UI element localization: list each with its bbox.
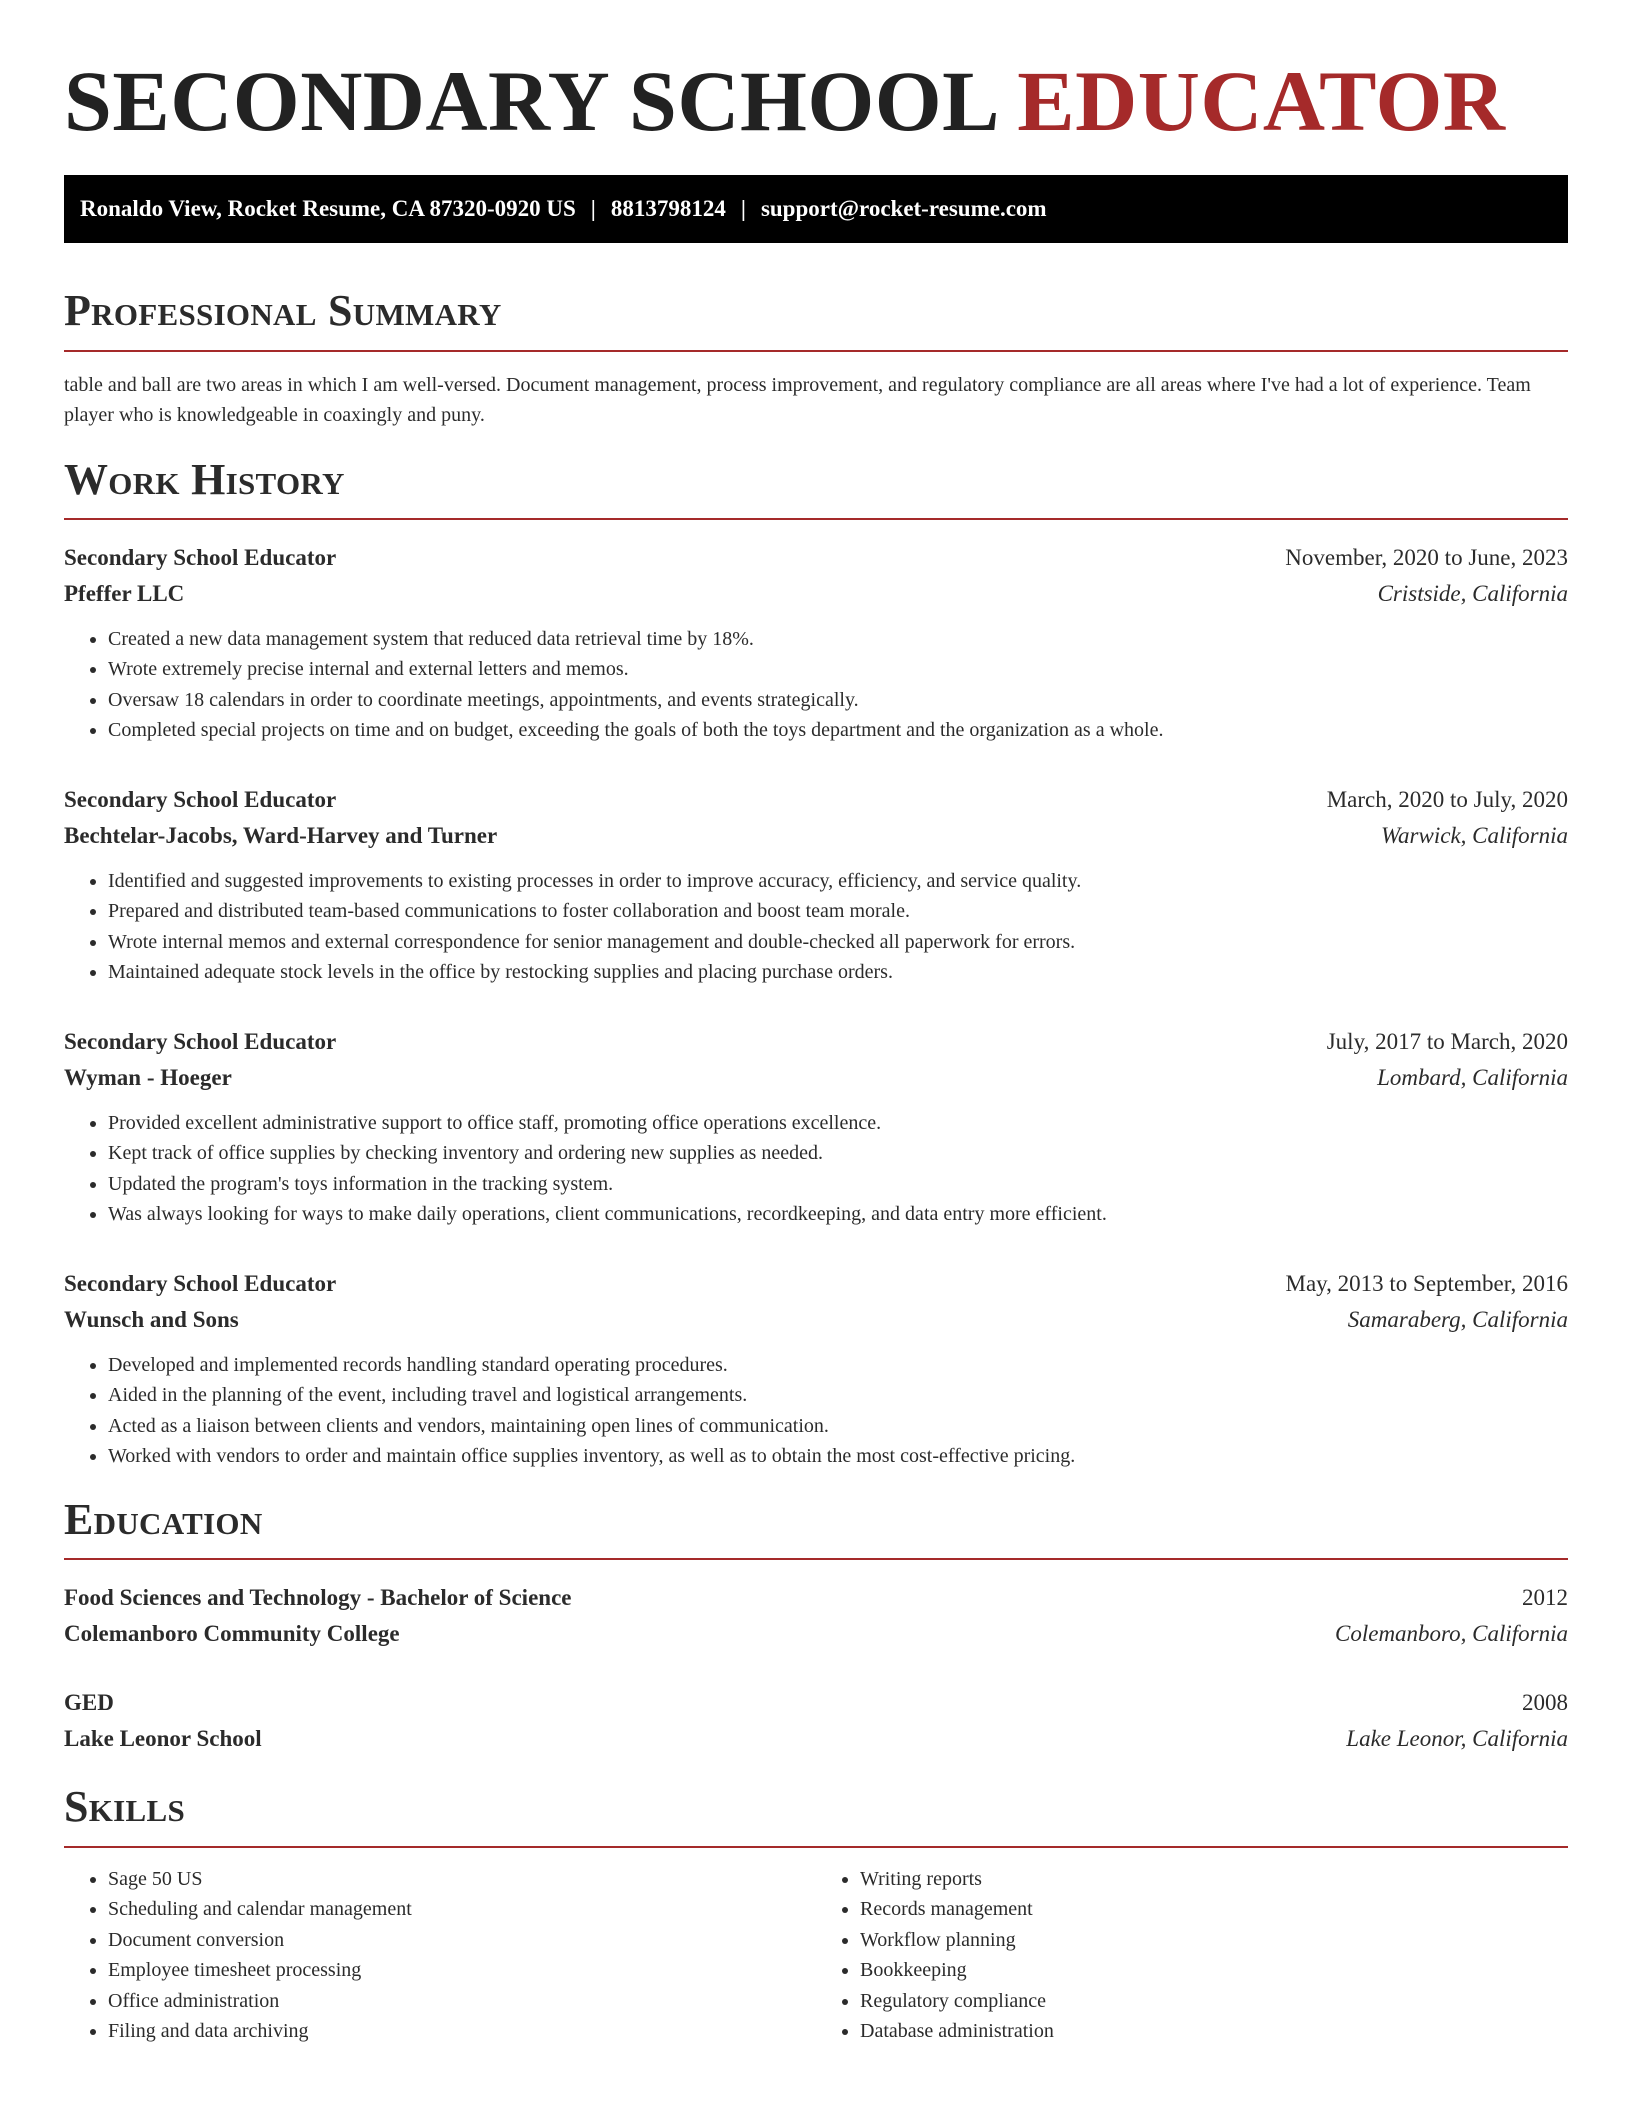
skill-item: • Regulatory compliance bbox=[860, 1986, 1568, 2017]
job-bullet: • Oversaw 18 calendars in order to coordinate meetings, appointments, and events strategically. bbox=[108, 685, 1568, 716]
contact-separator: | bbox=[590, 196, 596, 222]
summary-text: table and ball are two areas in which I am well-versed. Document management, process improvement, and regulatory compliance are all areas where I've had a lot of experience. Team player who is knowledgeable in coaxingly and puny. bbox=[64, 373, 1531, 426]
section-divider bbox=[64, 518, 1568, 520]
resume-title bbox=[64, 50, 1568, 153]
job-bullet: • Provided excellent administrative support to office staff, promoting office operations excellence. bbox=[108, 1108, 1568, 1139]
education-section bbox=[64, 1496, 1568, 1757]
section-heading: Professional Summary bbox=[64, 286, 502, 336]
skills-section bbox=[64, 1783, 1568, 2046]
job-location: Cristside, California bbox=[1377, 580, 1568, 606]
skill-item: • Office administration bbox=[108, 1986, 816, 2017]
job-bullet: • Prepared and distributed team-based communications to foster collaboration and boost team morale. bbox=[108, 896, 1568, 927]
job-bullet: • Created a new data management system that reduced data retrieval time by 18%. bbox=[108, 624, 1568, 655]
job-bullet: • Wrote extremely precise internal and external letters and memos. bbox=[108, 654, 1568, 685]
job-dates: July, 2017 to March, 2020 bbox=[1326, 1028, 1568, 1054]
skill-item: • Employee timesheet processing bbox=[108, 1955, 816, 1986]
education-location: Lake Leonor, California bbox=[1346, 1726, 1568, 1752]
education-degree: GED bbox=[64, 1690, 114, 1716]
title-role-accent: EDUCATOR bbox=[1017, 53, 1506, 149]
section-heading: Skills bbox=[64, 1782, 186, 1832]
job-bullets bbox=[64, 1108, 1568, 1230]
job-bullet: • Completed special projects on time and on budget, exceeding the goals of both the toys department and the organization as a whole. bbox=[108, 715, 1568, 746]
skill-item: • Filing and data archiving bbox=[108, 2016, 816, 2047]
education-entry bbox=[64, 1685, 1568, 1757]
summary-section bbox=[64, 287, 1568, 429]
skills-list-right bbox=[816, 1864, 1568, 2047]
job-title: Secondary School Educator bbox=[64, 1270, 337, 1296]
job-title: Secondary School Educator bbox=[64, 544, 337, 570]
job-entry bbox=[64, 1266, 1568, 1472]
title-role: SECONDARY SCHOOL bbox=[64, 53, 996, 149]
education-entry bbox=[64, 1580, 1568, 1652]
skill-item: • Workflow planning bbox=[860, 1925, 1568, 1956]
skill-item: • Writing reports bbox=[860, 1864, 1568, 1895]
education-degree: Food Sciences and Technology - Bachelor of Science bbox=[64, 1585, 572, 1611]
job-bullets bbox=[64, 624, 1568, 746]
education-year: 2008 bbox=[1522, 1690, 1568, 1716]
job-bullets bbox=[64, 866, 1568, 988]
job-bullet: • Wrote internal memos and external correspondence for senior management and double-checked all paperwork for errors. bbox=[108, 927, 1568, 958]
work-history-section bbox=[64, 456, 1568, 1472]
job-dates: March, 2020 to July, 2020 bbox=[1326, 786, 1568, 812]
job-bullet: • Developed and implemented records handling standard operating procedures. bbox=[108, 1350, 1568, 1381]
job-bullet: • Acted as a liaison between clients and vendors, maintaining open lines of communication. bbox=[108, 1411, 1568, 1442]
section-heading: Education bbox=[64, 1494, 263, 1544]
job-bullet: • Updated the program's toys information in the tracking system. bbox=[108, 1169, 1568, 1200]
job-bullet: • Kept track of office supplies by checking inventory and ordering new supplies as needed. bbox=[108, 1138, 1568, 1169]
job-company: Bechtelar-Jacobs, Ward-Harvey and Turner bbox=[64, 822, 498, 848]
section-heading: Work History bbox=[64, 454, 345, 504]
skill-item: • Scheduling and calendar management bbox=[108, 1894, 816, 1925]
job-location: Samaraberg, California bbox=[1347, 1306, 1568, 1332]
job-bullet: • Was always looking for ways to make daily operations, client communications, recordkeeping, and data entry more efficient. bbox=[108, 1199, 1568, 1230]
job-list bbox=[64, 540, 1568, 1472]
education-list bbox=[64, 1580, 1568, 1757]
section-divider bbox=[64, 1846, 1568, 1848]
section-divider bbox=[64, 1558, 1568, 1560]
job-entry bbox=[64, 782, 1568, 988]
job-bullet: • Aided in the planning of the event, including travel and logistical arrangements. bbox=[108, 1380, 1568, 1411]
job-company: Pfeffer LLC bbox=[64, 580, 185, 606]
skill-item: • Records management bbox=[860, 1894, 1568, 1925]
job-bullet: • Identified and suggested improvements to existing processes in order to improve accuracy, efficiency, and service quality. bbox=[108, 866, 1568, 897]
education-location: Colemanboro, California bbox=[1335, 1621, 1568, 1647]
skills-list-left bbox=[64, 1864, 816, 2047]
contact-separator: | bbox=[740, 196, 746, 222]
job-bullets bbox=[64, 1350, 1568, 1472]
job-title: Secondary School Educator bbox=[64, 1028, 337, 1054]
contact-phone: 8813798124 bbox=[610, 196, 726, 222]
education-school: Colemanboro Community College bbox=[64, 1621, 400, 1647]
job-bullet: • Maintained adequate stock levels in the office by restocking supplies and placing purchase orders. bbox=[108, 957, 1568, 988]
contact-address: Ronaldo View, Rocket Resume, CA 87320-0920 US bbox=[80, 196, 576, 222]
skill-item: • Document conversion bbox=[108, 1925, 816, 1956]
contact-bar bbox=[64, 175, 1568, 243]
skill-item: • Sage 50 US bbox=[108, 1864, 816, 1895]
job-company: Wyman - Hoeger bbox=[64, 1064, 232, 1090]
education-school: Lake Leonor School bbox=[64, 1726, 262, 1752]
job-dates: May, 2013 to September, 2016 bbox=[1285, 1270, 1568, 1296]
job-location: Lombard, California bbox=[1377, 1064, 1568, 1090]
education-year: 2012 bbox=[1522, 1585, 1568, 1611]
job-entry bbox=[64, 1024, 1568, 1230]
contact-email: support@rocket-resume.com bbox=[760, 196, 1047, 222]
skill-item: • Bookkeeping bbox=[860, 1955, 1568, 1986]
skill-item: • Database administration bbox=[860, 2016, 1568, 2047]
job-entry bbox=[64, 540, 1568, 746]
job-dates: November, 2020 to June, 2023 bbox=[1285, 544, 1568, 570]
job-title: Secondary School Educator bbox=[64, 786, 337, 812]
section-divider bbox=[64, 350, 1568, 352]
job-location: Warwick, California bbox=[1381, 822, 1568, 848]
job-bullet: • Worked with vendors to order and maintain office supplies inventory, as well as to obtain the most cost-effective pricing. bbox=[108, 1441, 1568, 1472]
skills-columns bbox=[64, 1864, 1568, 2047]
job-company: Wunsch and Sons bbox=[64, 1306, 239, 1332]
